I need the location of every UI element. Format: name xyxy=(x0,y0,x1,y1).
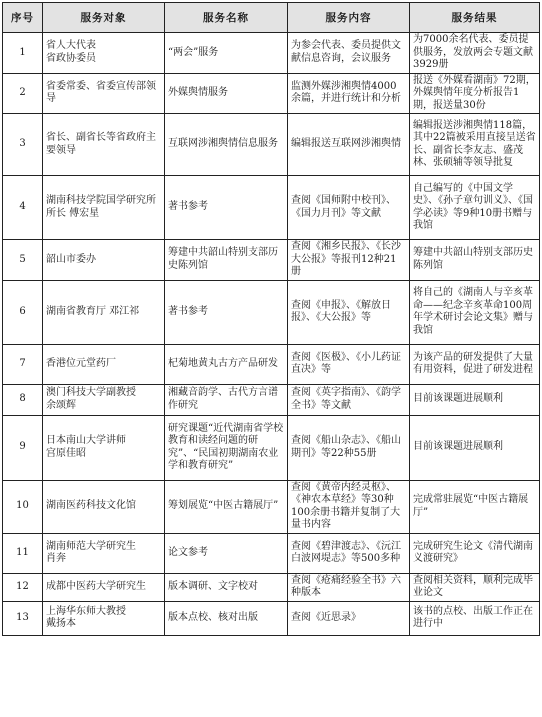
service-target: 省委常委、省委宣传部领导 xyxy=(46,80,156,105)
header-row xyxy=(3,3,540,33)
service-result: 完成常驻展览“中医古籍展厅” xyxy=(413,494,529,518)
service-name-cell xyxy=(165,533,288,573)
service-result-cell xyxy=(410,384,540,415)
service-content: 查阅《湘乡民报》、《长沙大公报》等报刊12种21册 xyxy=(291,241,401,277)
service-name: 版本点校、核对出版 xyxy=(168,611,258,623)
service-result-cell xyxy=(410,573,540,601)
row-number-cell xyxy=(3,573,43,601)
service-target-cell xyxy=(43,240,165,281)
service-content-cell xyxy=(288,415,410,480)
service-content-cell xyxy=(288,240,410,281)
service-name: 著书参考 xyxy=(168,305,208,317)
service-target: 湖南科技学院国学研究所所长 傅宏星 xyxy=(46,195,156,219)
service-result: 筹建中共韶山特别支部历史陈列馆 xyxy=(413,247,533,271)
row-number-cell xyxy=(3,480,43,533)
header-service-result: 服务结果 xyxy=(410,3,540,33)
service-content: 编辑报送互联网涉湘舆情 xyxy=(291,138,401,150)
service-result: 该书的点校、出版工作正在进行中 xyxy=(413,605,533,629)
service-result-cell xyxy=(410,33,540,74)
service-target: 湖南省教育厅 邓江祁 xyxy=(46,305,140,317)
service-name-cell xyxy=(165,573,288,601)
service-content: 查阅《黄帝内经灵枢》、《神农本草经》等30种100余册书籍并复制了大量书内容 xyxy=(291,481,401,530)
row-number: 4 xyxy=(19,201,26,213)
service-target-cell xyxy=(43,73,165,114)
service-target: 韶山市委办 xyxy=(46,253,96,265)
service-target: 澳门科技大学副教授 余颂辉 xyxy=(46,387,136,411)
service-name: 杞菊地黄丸古方产品研发 xyxy=(168,357,278,369)
service-target-cell xyxy=(43,533,165,573)
service-name-cell xyxy=(165,415,288,480)
service-target-cell xyxy=(43,384,165,415)
table-row xyxy=(3,73,540,114)
header-service-content: 服务内容 xyxy=(288,3,410,33)
row-number-cell xyxy=(3,344,43,384)
row-number: 1 xyxy=(19,46,26,58)
service-result-cell xyxy=(410,415,540,480)
service-target-cell xyxy=(43,573,165,601)
service-name-cell xyxy=(165,240,288,281)
service-name: 版本调研、文字校对 xyxy=(168,580,258,592)
service-result-cell xyxy=(410,176,540,240)
service-content: 查阅《英字指南》、《韵学全书》等文献 xyxy=(291,387,401,411)
service-result-cell xyxy=(410,601,540,635)
service-result: 为该产品的研发提供了大量有用资料，促进了研发进程 xyxy=(413,351,533,375)
service-result: 为7000余名代表、委员提供服务，发放两会专题文献3929册 xyxy=(413,34,533,70)
table-row xyxy=(3,280,540,344)
service-content-cell xyxy=(288,533,410,573)
service-name-cell xyxy=(165,33,288,74)
service-content-cell xyxy=(288,344,410,384)
service-name-cell xyxy=(165,114,288,176)
service-name: 论文参考 xyxy=(168,546,208,558)
service-name: 研究课题“近代湖南省学校教育和读经问题的研究”、“民国初期湖南农业学和教育研究” xyxy=(168,422,284,471)
service-content-cell xyxy=(288,280,410,344)
table-row xyxy=(3,601,540,635)
row-number-cell xyxy=(3,533,43,573)
row-number-cell xyxy=(3,384,43,415)
table-row xyxy=(3,533,540,573)
service-name: 互联网涉湘舆情信息服务 xyxy=(168,138,278,150)
service-name-cell xyxy=(165,480,288,533)
service-content: 查阅《国师附中校刊》、《国力月刊》等文献 xyxy=(291,195,396,219)
row-number: 3 xyxy=(19,138,26,150)
service-content: 查阅《船山杂志》、《船山期刊》等22种55册 xyxy=(291,435,401,459)
table-row xyxy=(3,33,540,74)
service-content: 查阅《碧津渡志》、《沅江白波网堤志》等500多种 xyxy=(291,540,401,564)
service-result-cell xyxy=(410,280,540,344)
service-target-cell xyxy=(43,415,165,480)
service-content-cell xyxy=(288,480,410,533)
service-target: 湖南师范大学研究生 肖奔 xyxy=(46,540,136,564)
service-name-cell xyxy=(165,280,288,344)
row-number: 5 xyxy=(19,253,26,265)
service-target: 省长、副省长等省政府主要领导 xyxy=(46,132,156,156)
row-number: 7 xyxy=(19,357,26,369)
service-content-cell xyxy=(288,176,410,240)
service-target: 湖南医药科技文化馆 xyxy=(46,500,136,512)
table-row xyxy=(3,114,540,176)
service-content-cell xyxy=(288,601,410,635)
service-name-cell xyxy=(165,601,288,635)
row-number-cell xyxy=(3,176,43,240)
service-name-cell xyxy=(165,344,288,384)
table-body xyxy=(3,33,540,636)
service-target-cell xyxy=(43,480,165,533)
row-number-cell xyxy=(3,33,43,74)
row-number-cell xyxy=(3,240,43,281)
service-result: 编辑报送涉湘舆情118篇，其中22篇被采用直接呈送省长、副省长李友志、盛茂林、张硕辅等领导批复 xyxy=(413,119,536,168)
service-name: 湘藏音韵学、古代方言谱作研究 xyxy=(168,387,278,411)
service-content-cell xyxy=(288,573,410,601)
service-result: 报送《外媒看湖南》72期，外媒舆情年度分析报告1期，报送量30份 xyxy=(413,74,536,111)
table-row xyxy=(3,344,540,384)
row-number: 9 xyxy=(19,441,26,453)
service-name: 筹划展览“中医古籍展厅” xyxy=(168,500,279,512)
row-number-cell xyxy=(3,415,43,480)
row-number: 13 xyxy=(16,611,29,623)
header-num: 序号 xyxy=(3,3,43,33)
service-result-cell xyxy=(410,114,540,176)
row-number: 2 xyxy=(19,87,26,98)
table-row xyxy=(3,240,540,281)
service-target-cell xyxy=(43,280,165,344)
service-result: 将自己的《湖南人与辛亥革命——纪念辛亥革命100周年学术研讨会论文集》赠与我馆 xyxy=(413,287,533,336)
service-content: 查阅《近思录》 xyxy=(291,611,361,623)
row-number-cell xyxy=(3,280,43,344)
service-table xyxy=(2,2,540,636)
service-name-cell xyxy=(165,384,288,415)
service-content: 监测外媒涉湘舆情4000余篇，并进行统计和分析 xyxy=(291,80,401,105)
service-result-cell xyxy=(410,533,540,573)
table-row xyxy=(3,480,540,533)
service-target: 香港位元堂药厂 xyxy=(46,357,116,369)
service-target-cell xyxy=(43,176,165,240)
row-number-cell xyxy=(3,73,43,114)
header-target: 服务对象 xyxy=(43,3,165,33)
service-target-cell xyxy=(43,344,165,384)
service-name-cell xyxy=(165,176,288,240)
service-result-cell xyxy=(410,480,540,533)
row-number-cell xyxy=(3,114,43,176)
service-target-cell xyxy=(43,33,165,74)
service-target: 成都中医药大学研究生 xyxy=(46,580,146,592)
service-result: 目前该课题进展顺利 xyxy=(413,393,503,405)
service-result: 完成研究生论文《清代湖南义渡研究》 xyxy=(413,540,533,564)
table-row xyxy=(3,384,540,415)
row-number: 10 xyxy=(16,500,29,512)
row-number: 6 xyxy=(19,305,26,317)
service-result: 目前该课题进展顺利 xyxy=(413,441,503,453)
row-number: 11 xyxy=(16,546,29,558)
service-content-cell xyxy=(288,33,410,74)
service-result-cell xyxy=(410,73,540,114)
header-service-name: 服务名称 xyxy=(165,3,288,33)
service-content: 查阅《申报》、《解放日报》、《大公报》等 xyxy=(291,299,391,323)
service-result: 自己编写的《中国文学史》、《孙子章句训义》、《国学必读》等9种10册书赠与我馆 xyxy=(413,182,533,231)
service-target: 上海华东师大教授 戴扬本 xyxy=(46,605,126,629)
service-name: 筹建中共韶山特别支部历史陈列馆 xyxy=(168,247,278,271)
service-content: 查阅《医极》、《小儿药证直决》等 xyxy=(291,351,401,375)
service-result: 查阅相关资料，顺利完成毕业论文 xyxy=(413,574,533,598)
row-number: 8 xyxy=(19,393,26,405)
service-content-cell xyxy=(288,384,410,415)
service-name: 著书参考 xyxy=(168,201,208,213)
service-content-cell xyxy=(288,114,410,176)
table-row xyxy=(3,176,540,240)
service-result-cell xyxy=(410,240,540,281)
row-number-cell xyxy=(3,601,43,635)
service-target: 日本南山大学讲师 宫原佳昭 xyxy=(46,435,126,459)
service-target-cell xyxy=(43,601,165,635)
service-name: “两会”服务 xyxy=(168,46,219,58)
row-number: 12 xyxy=(16,580,29,592)
service-result-cell xyxy=(410,344,540,384)
service-target-cell xyxy=(43,114,165,176)
service-target: 省人大代表 省政协委员 xyxy=(46,40,96,64)
service-content: 为参会代表、委员提供文献信息咨询，会议服务 xyxy=(291,40,401,64)
service-name: 外媒舆情服务 xyxy=(168,87,228,98)
table-row xyxy=(3,415,540,480)
service-name-cell xyxy=(165,73,288,114)
service-content: 查阅《疮痛经验全书》六种版本 xyxy=(291,574,401,598)
service-content-cell xyxy=(288,73,410,114)
table-row xyxy=(3,573,540,601)
